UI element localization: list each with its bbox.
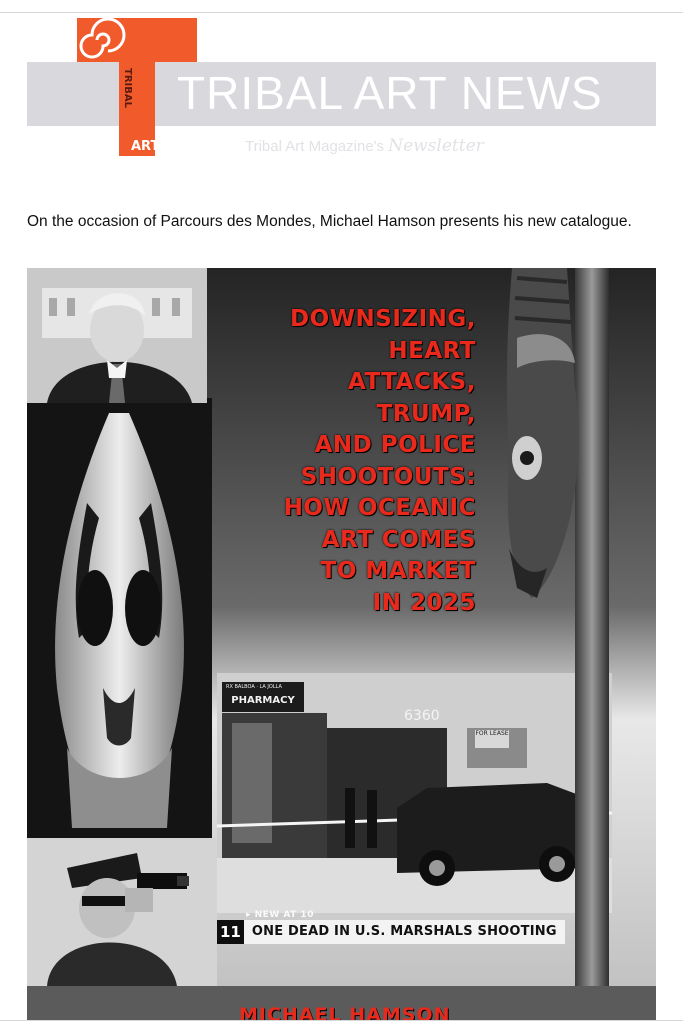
- pharmacy-small-text: RX BALBOA · LA JOLLA: [226, 684, 282, 690]
- cover-author: MICHAEL HAMSON: [239, 1004, 451, 1020]
- ticker-text: ONE DEAD IN U.S. MARSHALS SHOOTING: [244, 920, 565, 944]
- address-number: 6360: [404, 708, 440, 724]
- newsletter-subtitle: [245, 136, 484, 156]
- temperature-label: 61°: [229, 944, 242, 952]
- policeman-photo: [27, 838, 217, 986]
- headline-line: AND POLICE: [314, 432, 476, 458]
- headline-line: ART COMES: [321, 526, 476, 553]
- headline-line: HEART: [388, 337, 476, 364]
- subtitle-script: Newsletter: [388, 136, 484, 156]
- logo-text: TRIBAL: [122, 68, 133, 108]
- headline-line: TO MARKET: [320, 558, 476, 584]
- headline-line: HOW OCEANIC: [283, 495, 476, 521]
- top-border: [0, 0, 683, 13]
- intro-text: On the occasion of Parcours des Mondes, Michael Hamson presents his new catalogue.: [27, 213, 632, 230]
- pharmacy-sign-text: PHARMACY: [231, 695, 295, 706]
- headline-line: ATTACKS,: [348, 369, 476, 395]
- pharmacy-sign: [222, 682, 304, 712]
- for-lease-sign: FOR LEASE: [475, 730, 509, 748]
- headline-line: TRUMP,: [376, 400, 476, 427]
- subtitle-prefix: Tribal Art Magazine's: [245, 138, 385, 155]
- newsletter-title: TRIBAL ART NEWS: [177, 67, 603, 119]
- bottom-border: [0, 1020, 683, 1025]
- news-at-label: ▸ NEW AT 10: [246, 910, 314, 920]
- logo-art-text: ART: [131, 139, 160, 154]
- catalogue-cover-image[interactable]: [27, 268, 656, 1020]
- headline-line: DOWNSIZING,: [290, 306, 476, 332]
- channel-number: 11: [217, 920, 244, 944]
- headline-line: SHOOTOUTS:: [300, 463, 476, 490]
- headline-line: IN 2025: [372, 589, 476, 616]
- cover-headline: [176, 304, 476, 619]
- newsletter-header: [27, 18, 656, 168]
- news-ticker: [217, 920, 565, 944]
